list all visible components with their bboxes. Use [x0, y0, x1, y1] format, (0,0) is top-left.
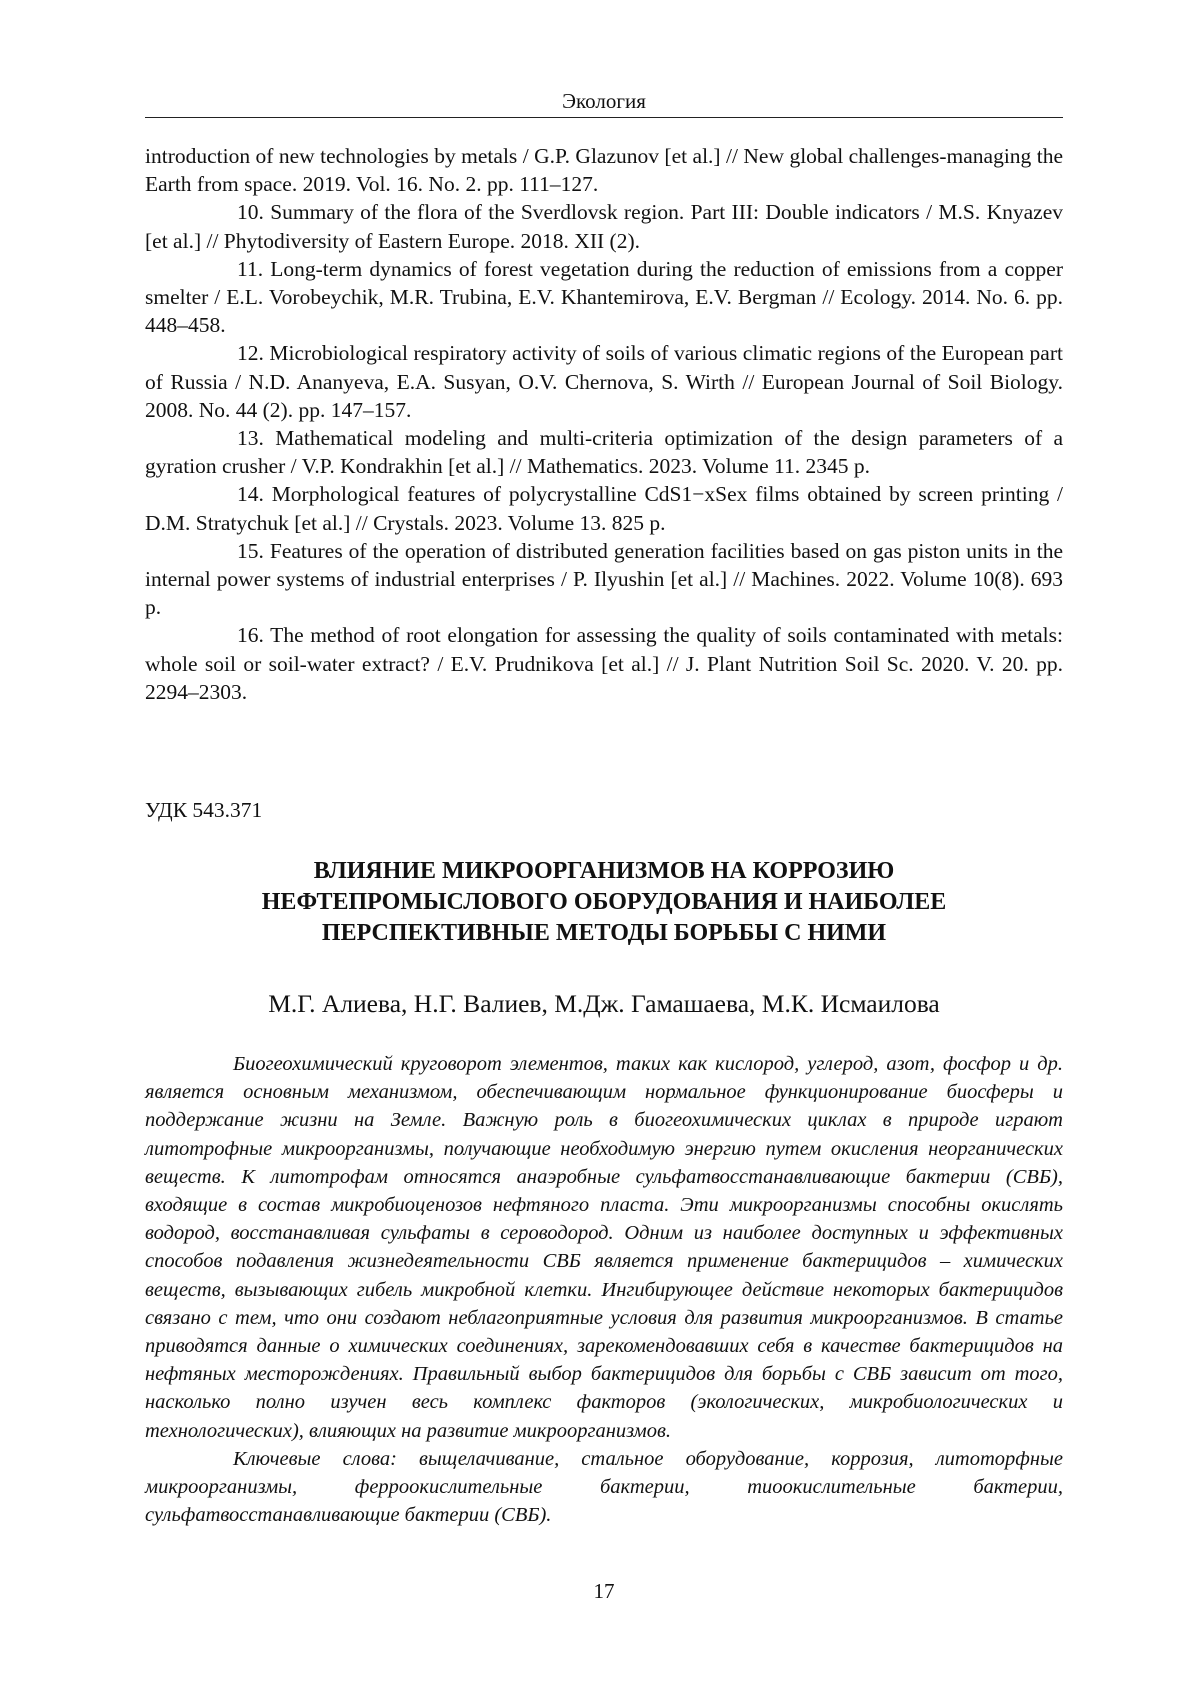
- udc-code: УДК 543.371: [145, 798, 263, 822]
- reference-item: 13. Mathematical modeling and multi-criteria optimization of the design parameters of a gyration crusher / V.P. Kondrakhin [et al.] // Mathematics. 2023. Volume 11. 2345 p.: [145, 426, 1063, 479]
- reference-item: 14. Morphological features of polycrystalline CdS1−xSex films obtained by screen printing / D.M. Stratychuk [et al.] // Crystals. 2023. Volume 13. 825 p.: [145, 482, 1063, 535]
- title-line: ВЛИЯНИЕ МИКРООРГАНИЗМОВ НА КОРРОЗИЮ: [313, 858, 895, 884]
- page-number: 17: [593, 1579, 615, 1603]
- keywords-text: Ключевые слова: выщелачивание, стальное оборудование, коррозия, литоторфные микроорганизмы, ферроокислительные бактерии, тиоокислительные бактерии, сульфатвосстанавливающие бактерии (СВБ).: [145, 1447, 1063, 1527]
- title-line: ПЕРСПЕКТИВНЫЕ МЕТОДЫ БОРЬБЫ С НИМИ: [321, 920, 887, 946]
- article-authors: М.Г. Алиева, Н.Г. Валиев, М.Дж. Гамашаева, М.К. Исмаилова: [268, 989, 940, 1018]
- article-abstract: [145, 1050, 1063, 1529]
- header-rule: [145, 117, 1063, 118]
- reference-item: 15. Features of the operation of distributed generation facilities based on gas piston units in the internal power systems of industrial enterprises / P. Ilyushin [et al.] // Machines. 2022. Volume 10(8). 693 p.: [145, 538, 1063, 620]
- title-line: НЕФТЕПРОМЫСЛОВОГО ОБОРУДОВАНИЯ И НАИБОЛЕЕ: [261, 889, 947, 915]
- reference-item: 10. Summary of the flora of the Sverdlovsk region. Part III: Double indicators / M.S. Knyazev [et al.] // Phytodiversity of Eastern Europe. 2018. XII (2).: [145, 200, 1063, 253]
- reference-item: 16. The method of root elongation for assessing the quality of soils contaminated with metals: whole soil or soil-water extract? / E.V. Prudnikova [et al.] // J. Plant Nutrition Soil Sc. 2020. V. 20. pp. 2294–2303.: [145, 623, 1063, 704]
- reference-item: 11. Long-term dynamics of forest vegetation during the reduction of emissions from a copper smelter / E.L. Vorobeychik, M.R. Trubina, E.V. Khantemirova, E.V. Bergman // Ecology. 2014. No. 6. pp. 448–458.: [145, 256, 1063, 338]
- reference-item: introduction of new technologies by metals / G.P. Glazunov [et al.] // New global challenges-managing the Earth from space. 2019. Vol. 16. No. 2. pp. 111–127.: [145, 144, 1063, 197]
- running-header: Экология: [562, 89, 646, 113]
- article-title: [145, 856, 1063, 949]
- abstract-text: Биогеохимический круговорот элементов, таких как кислород, углерод, азот, фосфор и др. является основным механизмом, обеспечивающим нормальное функционирование биосферы и поддержание жизни на Земле. Важную роль в биогеохимических циклах в природе играют литотрофные микроорганизмы, получающие необходимую энергию путем окисления неорганических веществ. К литотрофам относятся анаэробные сульфатвосстанавливающие бактерии (СВБ), входящие в состав микробиоценозов нефтяного пласта. Эти микроорганизмы способны окислять водород, восстанавливая сульфаты в сероводород. Одним из наиболее доступных и эффективных способов подавления жизнедеятельности СВБ является применение бактерицидов – химических веществ, вызывающих гибель микробной клетки. Ингибирующее действие некоторых бактерицидов связано с тем, что они создают неблагоприятные условия для развития микроорганизмов. В статье приводятся данные о химических соединениях, зарекомендовавших себя в качестве бактерицидов на нефтяных месторождениях. Правильный выбор бактерицидов для борьбы с СВБ зависит от того, насколько полно изучен весь комплекс факторов (экологических, микробиологических и технологических), влияющих на развитие микроорганизмов.: [145, 1053, 1063, 1442]
- reference-item: 12. Microbiological respiratory activity of soils of various climatic regions of the European part of Russia / N.D. Ananyeva, E.A. Susyan, O.V. Chernova, S. Wirth // European Journal of Soil Biology. 2008. No. 44 (2). pp. 147–157.: [145, 341, 1063, 422]
- document-page: [145, 0, 1063, 1697]
- reference-list: [145, 142, 1063, 706]
